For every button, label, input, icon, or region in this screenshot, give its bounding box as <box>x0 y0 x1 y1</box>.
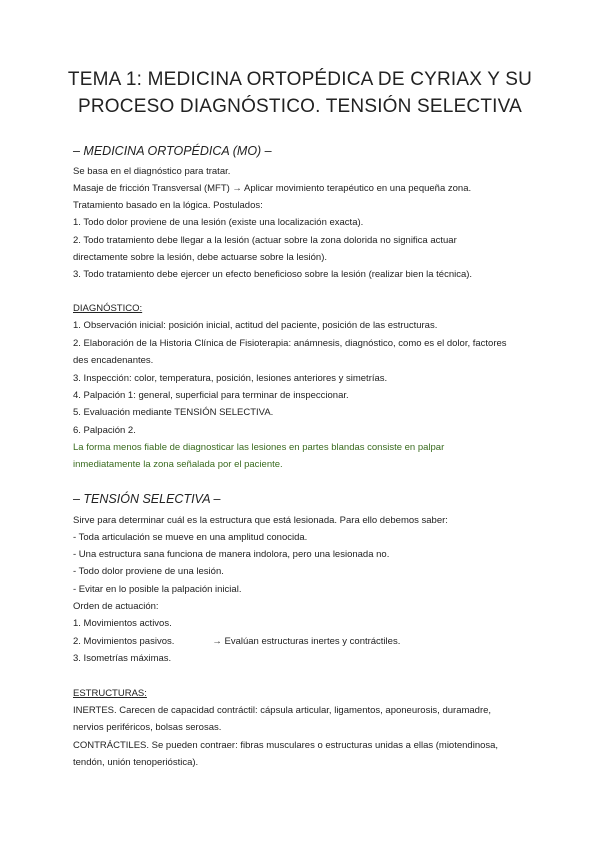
diagnostico-note: inmediatamente la zona señalada por el paciente. <box>73 459 283 470</box>
diagnostico-line: 4. Palpación 1: general, superficial para terminar de inspeccionar. <box>73 390 349 401</box>
diagnostico-note: La forma menos fiable de diagnosticar las lesiones en partes blandas consiste en palpar <box>73 442 445 453</box>
tension-line: Orden de actuación: <box>73 601 159 612</box>
mo-line: 3. Todo tratamiento debe ejercer un efecto beneficioso sobre la lesión (realizar bien la técnica). <box>73 269 473 280</box>
estructuras-line: nervios periféricos, bolsas serosas. <box>73 722 222 733</box>
tension-line: - Evitar en lo posible la palpación inicial. <box>73 584 242 595</box>
diagnostico-line: des encadenantes. <box>73 355 154 366</box>
mo-line: Masaje de fricción Transversal (MFT) → Aplicar movimiento terapéutico en una pequeña zona. <box>73 183 472 194</box>
section-heading-mo: – MEDICINA ORTOPÉDICA (MO) – <box>73 144 272 158</box>
tension-line-pasivos <box>73 636 400 647</box>
section-heading-tension: – TENSIÓN SELECTIVA – <box>73 492 221 506</box>
section-heading-diagnostico: DIAGNÓSTICO: <box>73 303 143 314</box>
diagnostico-line: 1. Observación inicial: posición inicial, actitud del paciente, posición de las estructuras. <box>73 320 438 331</box>
document-title-line-1: TEMA 1: MEDICINA ORTOPÉDICA DE CYRIAX Y SU <box>67 69 533 90</box>
tension-line: - Toda articulación se mueve en una amplitud conocida. <box>73 532 308 543</box>
mo-line: Tratamiento basado en la lógica. Postulados: <box>73 200 263 211</box>
mo-line: 1. Todo dolor proviene de una lesión (existe una localización exacta). <box>73 217 364 228</box>
estructuras-line: INERTES. Carecen de capacidad contráctil: cápsula articular, ligamentos, aponeurosis, duramadre, <box>73 705 492 716</box>
document-title-line-2: PROCESO DIAGNÓSTICO. TENSIÓN SELECTIVA <box>78 96 522 117</box>
tension-line: 3. Isometrías máximas. <box>73 653 172 664</box>
mo-line: Se basa en el diagnóstico para tratar. <box>73 166 231 177</box>
mo-line: directamente sobre la lesión, debe actuarse sobre la lesión). <box>73 252 328 263</box>
tension-pasivos-note: → Evalúan estructuras inertes y contráctiles. <box>212 636 401 647</box>
section-heading-estructuras: ESTRUCTURAS: <box>73 688 147 699</box>
tension-pasivos-label: 2. Movimientos pasivos. <box>73 636 175 647</box>
mo-line: 2. Todo tratamiento debe llegar a la lesión (actuar sobre la zona dolorida no significa actuar <box>73 235 457 246</box>
diagnostico-line: 6. Palpación 2. <box>73 425 136 436</box>
diagnostico-line: 2. Elaboración de la Historia Clínica de Fisioterapia: anámnesis, diagnóstico, como es el dolor, factores <box>73 338 507 349</box>
tension-line: Sirve para determinar cuál es la estructura que está lesionada. Para ello debemos saber: <box>73 515 448 526</box>
estructuras-line: CONTRÁCTILES. Se pueden contraer: fibras musculares o estructuras unidas a ellas (miotendinosa, <box>73 740 499 751</box>
diagnostico-line: 3. Inspección: color, temperatura, posición, lesiones anteriores y simetrías. <box>73 373 388 384</box>
tension-line: - Todo dolor proviene de una lesión. <box>73 566 224 577</box>
tension-line: 1. Movimientos activos. <box>73 618 172 629</box>
estructuras-line: tendón, unión tenoperióstica). <box>73 757 199 768</box>
diagnostico-line: 5. Evaluación mediante TENSIÓN SELECTIVA. <box>73 407 274 418</box>
tension-line: - Una estructura sana funciona de manera indolora, pero una lesionada no. <box>73 549 390 560</box>
